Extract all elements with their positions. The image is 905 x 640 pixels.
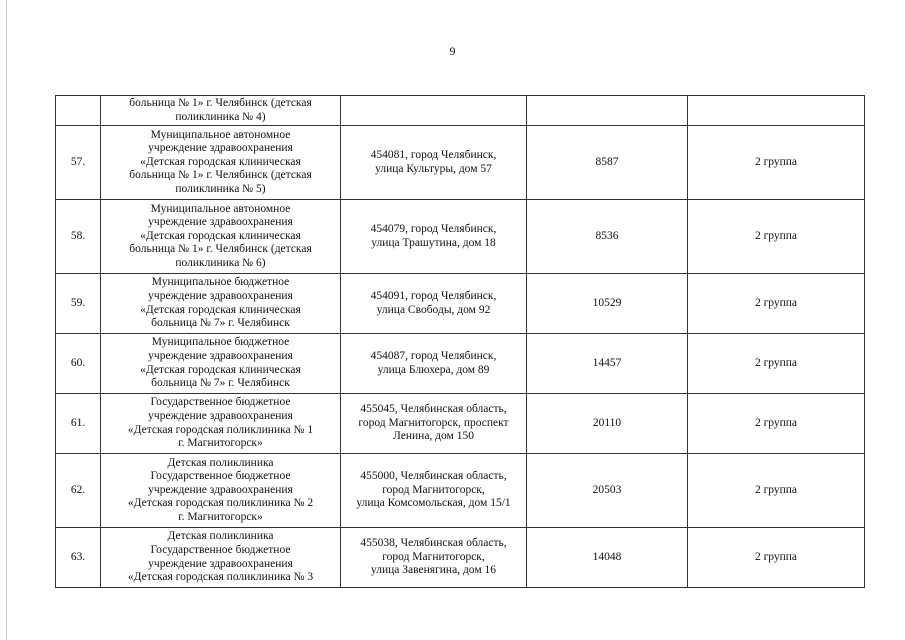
address-cell-text: 454091, город Челябинск, улица Свободы, дом 92 xyxy=(370,289,497,316)
institution-name-cell-text: Муниципальное бюджетное учреждение здравоохранения «Детская городская клиническая больница № 7» г. Челябинск xyxy=(140,276,301,330)
group-cell xyxy=(688,454,865,528)
row-number-cell xyxy=(56,126,101,200)
group-cell xyxy=(688,96,865,126)
code-cell xyxy=(527,274,688,334)
group-cell xyxy=(688,334,865,394)
code-cell xyxy=(527,528,688,588)
code-cell-text: 8536 xyxy=(595,229,619,242)
code-cell xyxy=(527,334,688,394)
institution-name-cell xyxy=(101,200,341,274)
institution-name-cell-text: Государственное бюджетное учреждение здравоохранения «Детская городская поликлиника № 1 г. Магнитогорск» xyxy=(127,396,314,450)
address-cell xyxy=(341,334,527,394)
row-number-cell-text: 58. xyxy=(70,229,86,242)
page-edge-line xyxy=(6,0,7,640)
institution-name-cell xyxy=(101,126,341,200)
institution-name-cell xyxy=(101,96,341,126)
code-cell xyxy=(527,394,688,454)
institution-name-cell-text: Муниципальное бюджетное учреждение здравоохранения «Детская городская клиническая больница № 7» г. Челябинск xyxy=(140,336,301,390)
page-number: 9 xyxy=(449,44,456,58)
code-cell-text: 10529 xyxy=(592,296,622,309)
group-cell xyxy=(688,200,865,274)
row-number-cell-text: 60. xyxy=(70,356,86,369)
row-number-cell xyxy=(56,454,101,528)
row-number-cell-text: 61. xyxy=(70,416,86,429)
address-cell xyxy=(341,454,527,528)
group-cell-text: 2 группа xyxy=(754,483,798,496)
institution-name-cell xyxy=(101,274,341,334)
row-number-cell xyxy=(56,334,101,394)
address-cell-text: 454079, город Челябинск, улица Трашутина, дом 18 xyxy=(370,222,497,249)
table-row xyxy=(56,126,865,200)
institution-name-cell-text: Детская поликлиника Государственное бюджетное учреждение здравоохранения «Детская городская поликлиника № 3 xyxy=(127,530,314,584)
code-cell xyxy=(527,200,688,274)
code-cell-text: 8587 xyxy=(595,155,619,168)
group-cell-text: 2 группа xyxy=(754,229,798,242)
address-cell-text: 455000, Челябинская область, город Магнитогорск, улица Комсомольская, дом 15/1 xyxy=(356,470,511,510)
group-cell-text: 2 группа xyxy=(754,356,798,369)
code-cell-text: 20110 xyxy=(592,416,622,429)
code-cell xyxy=(527,96,688,126)
row-number-cell xyxy=(56,274,101,334)
table-row xyxy=(56,394,865,454)
group-cell-text: 2 группа xyxy=(754,155,798,168)
address-cell xyxy=(341,126,527,200)
table-row xyxy=(56,454,865,528)
row-number-cell-text: 57. xyxy=(70,155,86,168)
group-cell-text: 2 группа xyxy=(754,550,798,563)
institutions-table-body xyxy=(56,96,865,588)
institution-name-cell-text: Муниципальное автономное учреждение здравоохранения «Детская городская клиническая больница № 1» г. Челябинск (детская поликлиника № 6) xyxy=(129,202,312,269)
address-cell-text: 455045, Челябинская область, город Магнитогорск, проспект Ленина, дом 150 xyxy=(358,403,509,443)
code-cell-text: 14048 xyxy=(592,550,622,563)
row-number-cell xyxy=(56,394,101,454)
institution-name-cell xyxy=(101,454,341,528)
address-cell xyxy=(341,394,527,454)
row-number-cell xyxy=(56,96,101,126)
table-row xyxy=(56,334,865,394)
row-number-cell-text: 62. xyxy=(70,483,86,496)
table-row xyxy=(56,96,865,126)
address-cell-text: 454087, город Челябинск, улица Блюхера, дом 89 xyxy=(370,349,497,376)
row-number-cell-text: 63. xyxy=(70,550,86,563)
address-cell xyxy=(341,274,527,334)
address-cell-text: 455038, Челябинская область, город Магнитогорск, улица Завенягина, дом 16 xyxy=(360,537,507,577)
institution-name-cell xyxy=(101,394,341,454)
row-number-cell-text: 59. xyxy=(70,296,86,309)
institutions-table xyxy=(55,95,865,588)
institution-name-cell xyxy=(101,334,341,394)
address-cell-text: 454081, город Челябинск, улица Культуры, дом 57 xyxy=(370,148,497,175)
institution-name-cell xyxy=(101,528,341,588)
code-cell xyxy=(527,454,688,528)
code-cell xyxy=(527,126,688,200)
group-cell xyxy=(688,274,865,334)
table-row xyxy=(56,200,865,274)
group-cell-text: 2 группа xyxy=(754,296,798,309)
table-row xyxy=(56,528,865,588)
code-cell-text: 20503 xyxy=(592,483,622,496)
address-cell xyxy=(341,96,527,126)
institution-name-cell-text: Детская поликлиника Государственное бюджетное учреждение здравоохранения «Детская городская поликлиника № 2 г. Магнитогорск» xyxy=(127,456,314,523)
code-cell-text: 14457 xyxy=(592,356,622,369)
group-cell xyxy=(688,126,865,200)
row-number-cell xyxy=(56,200,101,274)
institution-name-cell-text: больница № 1» г. Челябинск (детская поликлиника № 4) xyxy=(129,96,312,123)
table-row xyxy=(56,274,865,334)
address-cell xyxy=(341,528,527,588)
group-cell xyxy=(688,394,865,454)
group-cell-text: 2 группа xyxy=(754,416,798,429)
institution-name-cell-text: Муниципальное автономное учреждение здравоохранения «Детская городская клиническая больница № 1» г. Челябинск (детская поликлиника № 5) xyxy=(129,128,312,195)
row-number-cell xyxy=(56,528,101,588)
address-cell xyxy=(341,200,527,274)
group-cell xyxy=(688,528,865,588)
